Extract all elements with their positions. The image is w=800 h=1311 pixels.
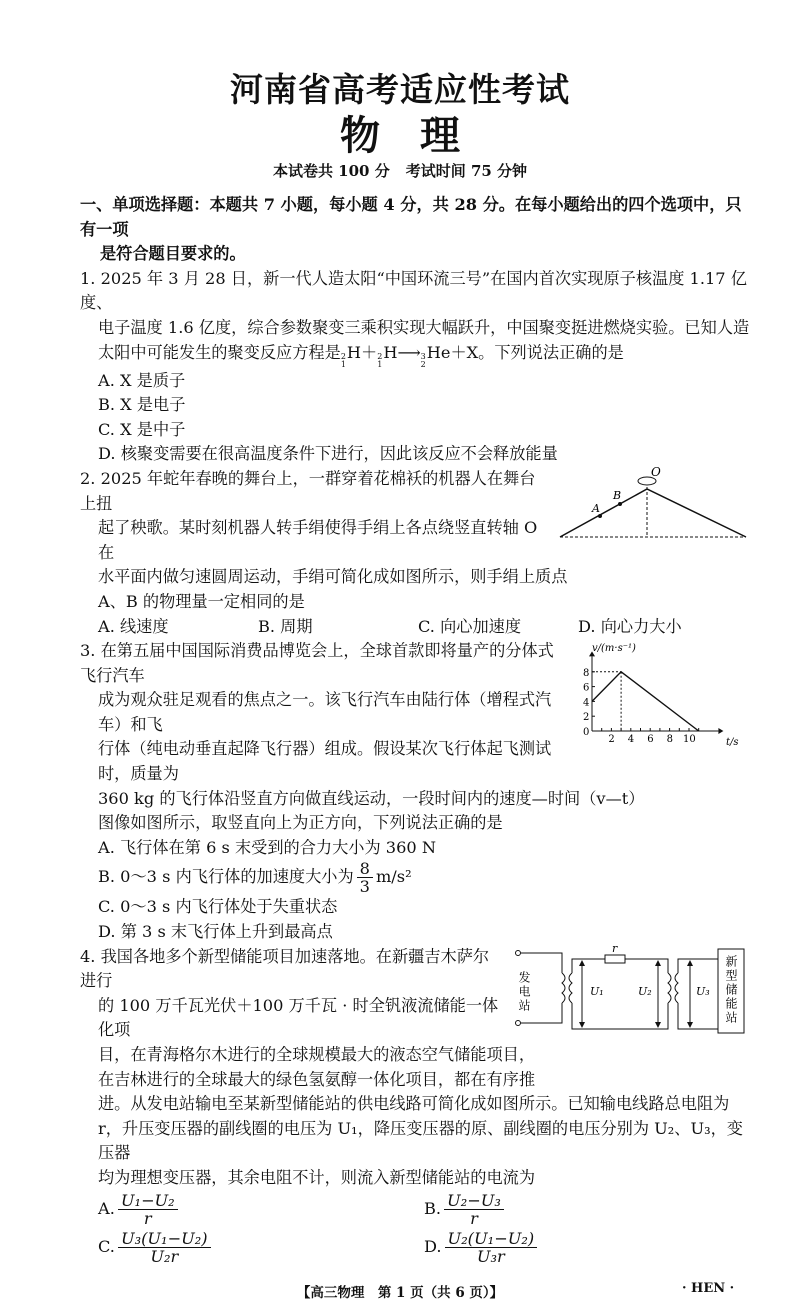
q3-line: 行体（纯电动垂直起降飞行器）组成。假设某次飞行体起飞测试时，质量为 (98, 739, 552, 784)
exam-code: · HEN · (682, 1281, 735, 1296)
q4-line: 4. 我国各地多个新型储能项目加速落地。在新疆吉木萨尔进行 (80, 946, 490, 991)
nuclide-h1: 2 1 (340, 351, 346, 369)
nuclide-h2: 2 1 (377, 351, 383, 369)
handkerchief-outline (560, 489, 746, 537)
q3-option-d: D. 第 3 s 末飞行体上升到最高点 (98, 922, 333, 942)
q3-line: 3. 在第五届中国国际消费品博览会上，全球首款即将量产的分体式飞行汽车 (80, 641, 554, 685)
label-a: A (592, 501, 600, 515)
q4-option-b: B. $\frac{\text{U₂−U₃}}{r}$ (424, 1192, 750, 1227)
x-tick-label: 10 (683, 734, 696, 746)
q1-text: 。下列说法正确的是 (478, 342, 624, 362)
q2-option-d: D. 向心力大小 (578, 616, 682, 636)
q1-option-c: C. X 是中子 (98, 419, 186, 439)
label-u3: U₃ (696, 984, 710, 998)
q4-line: 均为理想变压器，其余电阻不计，则流入新型储能站的电流为 (98, 1167, 536, 1187)
q3-line: 360 kg 的飞行体沿竖直方向做直线运动，一段时间内的速度—时间（v—t） (98, 788, 645, 808)
eq-part: H＋ (346, 342, 378, 362)
q2-options (80, 615, 750, 640)
y-tick-label: 0 (583, 727, 590, 739)
label-u1: U₁ (590, 984, 604, 998)
q4-option-d: D. $\frac{\text{U₂(U₁−U₂)}}{\text{U₃r}}$ (424, 1230, 750, 1265)
q1-option-a: A. X 是质子 (98, 370, 186, 390)
q2-line: 2. 2025 年蛇年春晚的舞台上，一群穿着花棉袄的机器人在舞台上扭 (80, 468, 536, 513)
reaction-arrow: ⟶ (397, 342, 421, 362)
question-body (80, 193, 750, 1267)
exam-duration: 考试时间 75 分钟 (405, 162, 528, 180)
label-power-station: 发电站 (517, 970, 531, 1013)
q2-line: 起了秧歌。某时刻机器人转手绢使得手绢上各点绕竖直转轴 O 在 (98, 518, 538, 562)
vt-series-line (592, 672, 699, 731)
nuclide-he: 3 2 (420, 351, 426, 369)
y-axis-label: v/(m·s⁻¹) (592, 643, 636, 655)
q4-line: 目，在青海格尔木进行的全球规模最大的液态空气储能项目， (98, 1045, 536, 1064)
exam-info (0, 160, 800, 181)
x-tick-label: 4 (627, 734, 635, 746)
q4-options-row (80, 1229, 750, 1267)
vt-chart (570, 639, 750, 751)
eq-part: H (383, 342, 398, 362)
q3-option-b: B. 0～3 s 内飞行体的加速度大小为 $\frac{8}{3}$ m/s² (98, 859, 412, 897)
q1-line: 电子温度 1.6 亿度，综合参数聚变三乘积实现大幅跃升，中国聚变挺进燃烧实验。已知人造 (98, 317, 750, 337)
q1-text: 太阳中可能发生的聚变反应方程是 (98, 342, 341, 362)
label-u2: U₂ (638, 984, 652, 998)
q1-line-equation (80, 341, 750, 369)
q3-option-a: A. 飞行体在第 6 s 末受到的合力大小为 360 N (98, 837, 436, 857)
page-footer: 【高三物理 第 1 页（共 6 页）】 (296, 1285, 504, 1301)
q2-option-b: B. 周期 (258, 616, 313, 636)
q2-option-c: C. 向心加速度 (418, 616, 522, 636)
q4-option-a: A. $\frac{\text{U₁−U₂}}{r}$ (98, 1192, 424, 1227)
label-o: O (651, 466, 661, 479)
q2-line: 水平面内做匀速圆周运动，手绢可简化成如图所示，则手绢上质点 (98, 567, 568, 587)
x-tick-label: 6 (647, 734, 654, 746)
terminal-bottom (516, 1020, 521, 1025)
y-tick-label: 8 (583, 667, 590, 679)
q4-line: 进。从发电站输电至某新型储能站的供电线路可简化成如图所示。已知输电线路总电阻为 (98, 1094, 730, 1114)
section-heading-cont: 是符合题目要求的。 (100, 244, 246, 264)
y-tick-label: 4 (583, 697, 590, 709)
q4-options-row (80, 1191, 750, 1229)
step-up-secondary-coil (569, 973, 572, 1003)
q4-line: 在吉林进行的全球最大的绿色氢氨醇一体化项目，都在有序推 (98, 1069, 536, 1089)
x-axis-arrow (718, 728, 723, 734)
eq-part: He＋X (426, 342, 479, 362)
q1-line: 1. 2025 年 3 月 28 日，新一代人造太阳“中国环流三号”在国内首次实现原子核温度 1.17 亿度、 (80, 268, 747, 313)
q4-option-c: C. $\frac{\text{U₃(U₁−U₂)}}{\text{U₂r}}$ (98, 1230, 424, 1265)
step-down-secondary-coil (675, 973, 678, 1003)
q3-option-c: C. 0～3 s 内飞行体处于失重状态 (98, 897, 338, 917)
step-up-primary-coil (562, 973, 565, 1003)
step-down-primary-coil (668, 973, 671, 1003)
label-storage-station: 新型储能站 (724, 954, 738, 1025)
exam-title: 河南省高考适应性考试 (230, 70, 570, 109)
x-tick-label: 8 (666, 734, 673, 746)
point-b (618, 502, 622, 506)
q2-line: A、B 的物理量一定相同的是 (98, 591, 305, 611)
subject-title: 物理 (340, 112, 500, 159)
q4-line: r，升压变压器的副线圈的电压为 U₁，降压变压器的原、副线圈的电压分别为 U₂、U₃，变压器 (98, 1118, 743, 1163)
q1-option-d: D. 核聚变需要在很高温度条件下进行，因此该反应不会释放能量 (98, 444, 558, 464)
q1-option-b: B. X 是电子 (98, 395, 186, 415)
label-r: r (612, 944, 618, 955)
q2-option-a: A. 线速度 (98, 616, 169, 636)
handkerchief-figure (554, 467, 750, 543)
y-tick-label: 2 (583, 712, 590, 724)
resistor (605, 955, 625, 963)
section-heading: 一、单项选择题：本题共 7 小题，每小题 4 分，共 28 分。在每小题给出的四个选项中，只有一项 (80, 195, 742, 239)
circuit-diagram (510, 945, 750, 1037)
y-tick-label: 6 (583, 682, 590, 694)
x-axis-label: t/s (726, 737, 739, 749)
q3-line: 图像如图所示，取竖直向上为正方向，下列说法正确的是 (98, 813, 503, 833)
terminal-top (516, 950, 521, 955)
total-score: 本试卷共 100 分 (272, 162, 390, 180)
label-b: B (613, 488, 622, 502)
q3-line: 成为观众驻足观看的焦点之一。该飞行汽车由陆行体（增程式汽车）和飞 (98, 690, 552, 734)
q4-line: 的 100 万千瓦光伏＋100 万千瓦 · 时全钒液流储能一体化项 (98, 995, 499, 1040)
x-tick-label: 2 (608, 734, 615, 746)
